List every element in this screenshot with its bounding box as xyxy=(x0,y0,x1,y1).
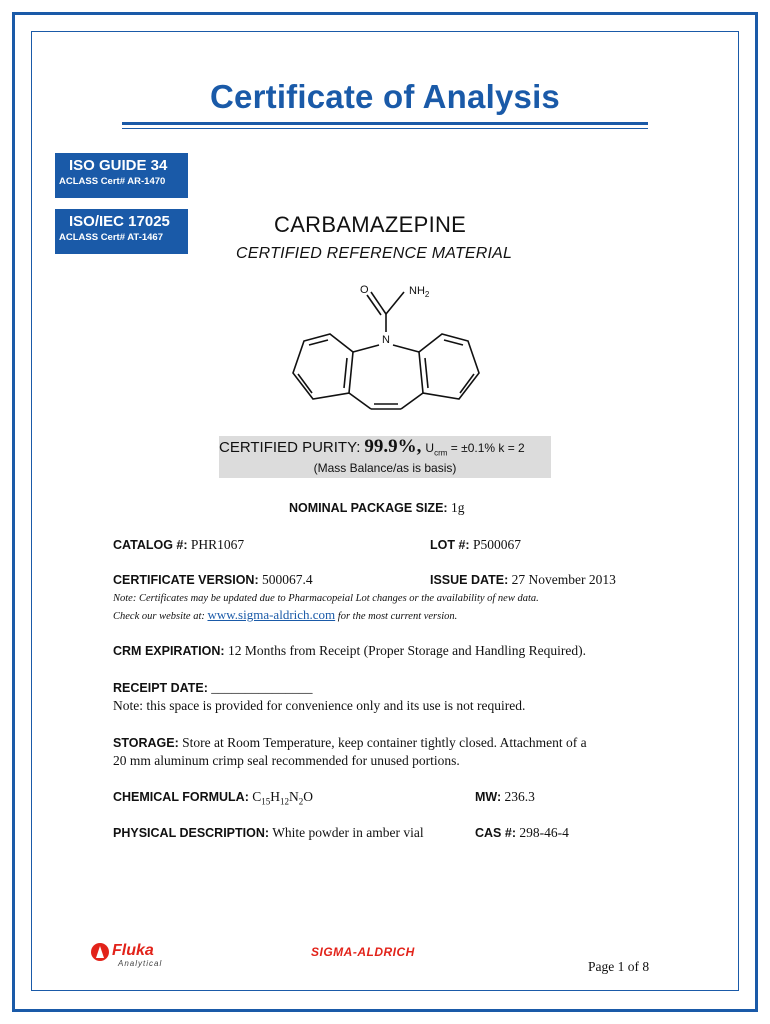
crm-expiration-label: CRM EXPIRATION: xyxy=(113,644,225,658)
website-note-pre: Check our website at: xyxy=(113,611,205,622)
physical-description xyxy=(113,825,424,841)
purity-label: CERTIFIED PURITY: xyxy=(219,439,361,456)
bond-ring-right xyxy=(401,393,423,409)
product-name: CARBAMAZEPINE xyxy=(274,212,467,237)
title-underline xyxy=(122,122,648,125)
catalog-value: PHR1067 xyxy=(190,537,245,552)
lot-label: LOT #: xyxy=(430,538,470,552)
update-note: Note: Certificates may be updated due to Pharmacopeial Lot changes or the availability of new data. xyxy=(113,593,539,604)
badge-cert: ACLASS Cert# AR-1470 xyxy=(59,176,166,187)
title-underline-thin xyxy=(122,128,648,129)
cas-label: CAS #: xyxy=(475,826,516,840)
crm-expiration xyxy=(113,643,586,659)
storage xyxy=(113,734,587,770)
package-size-label: NOMINAL PACKAGE SIZE: xyxy=(289,501,448,515)
page-title: Certificate of Analysis xyxy=(210,78,560,115)
fluka-subtitle: Analytical xyxy=(118,959,163,968)
purity-value: 99.9%, xyxy=(364,436,422,457)
issue-date-value: 27 November 2013 xyxy=(511,572,616,587)
lot-value: P500067 xyxy=(472,537,521,552)
website-link[interactable]: www.sigma-aldrich.com xyxy=(207,607,336,622)
page-number: Page 1 of 8 xyxy=(588,959,650,974)
formula-label: CHEMICAL FORMULA: xyxy=(113,790,249,804)
iso-iec-badge xyxy=(55,209,188,254)
product-subtitle: CERTIFIED REFERENCE MATERIAL xyxy=(236,245,513,262)
storage-label: STORAGE: xyxy=(113,736,179,750)
ring-double-bond xyxy=(309,340,328,345)
storage-line1: Store at Room Temperature, keep container tightly closed. Attachment of a xyxy=(182,735,587,750)
issue-date xyxy=(430,572,616,588)
bond-c-n xyxy=(386,292,404,314)
certificate-version-value: 500067.4 xyxy=(261,572,313,587)
ring-double-bond xyxy=(344,358,347,388)
mw-label: MW: xyxy=(475,790,502,804)
molecular-weight xyxy=(475,789,535,805)
certificate-version xyxy=(113,572,313,588)
crm-expiration-value: 12 Months from Receipt (Proper Storage and Handling Required). xyxy=(227,643,586,658)
storage-line2: 20 mm aluminum crimp seal recommended for unused portions. xyxy=(113,753,460,768)
fluka-logo xyxy=(90,938,180,970)
ring-double-bond xyxy=(425,358,428,388)
purity-basis: (Mass Balance/as is basis) xyxy=(313,461,457,475)
badge-cert: ACLASS Cert# AT-1467 xyxy=(59,232,164,243)
physical-label: PHYSICAL DESCRIPTION: xyxy=(113,826,270,840)
iso-guide-badge xyxy=(55,153,188,198)
benzene-ring-left xyxy=(293,334,353,399)
fluka-wordmark: Fluka xyxy=(112,942,154,959)
formula-value: $C_{15}H_{12}N_2O$ xyxy=(252,789,314,807)
certificate-version-label: CERTIFICATE VERSION: xyxy=(113,573,259,587)
catalog-number xyxy=(113,537,244,553)
sigma-aldrich-logo: SIGMA-ALDRICH xyxy=(311,945,415,959)
bond-ring-left xyxy=(349,393,371,409)
uncertainty: $U_{crm} = \pm 0.1\%$ k = 2 xyxy=(425,441,525,458)
package-size xyxy=(289,500,464,516)
receipt-date-blank: _______________ xyxy=(211,680,313,695)
benzene-ring-right xyxy=(419,334,479,399)
receipt-date-label: RECEIPT DATE: xyxy=(113,681,208,695)
amine-label: $NH_2$ xyxy=(409,285,430,299)
certified-purity xyxy=(219,436,525,458)
issue-date-label: ISSUE DATE: xyxy=(430,573,509,587)
cas-number xyxy=(475,825,569,841)
chemical-structure xyxy=(280,278,490,418)
chemical-formula xyxy=(113,789,313,807)
receipt-date xyxy=(113,680,313,696)
cas-value: 298-46-4 xyxy=(519,825,569,840)
badge-title: ISO GUIDE 34 xyxy=(69,157,168,174)
badge-title: ISO/IEC 17025 xyxy=(69,213,170,230)
bond-n-ring-right xyxy=(393,345,419,352)
website-note-post: for the most current version. xyxy=(337,611,458,622)
physical-value: White powder in amber vial xyxy=(272,825,424,840)
website-note xyxy=(113,607,457,623)
lot-number xyxy=(430,537,521,553)
catalog-label: CATALOG #: xyxy=(113,538,188,552)
receipt-date-note: Note: this space is provided for convenience only and its use is not required. xyxy=(113,698,526,713)
oxygen-label: O xyxy=(360,284,369,296)
mw-value: 236.3 xyxy=(504,789,535,804)
bond-n-ring-left xyxy=(353,345,379,352)
nitrogen-label: N xyxy=(382,334,390,346)
package-size-value: 1g xyxy=(450,500,465,515)
ring-double-bond xyxy=(444,340,463,345)
